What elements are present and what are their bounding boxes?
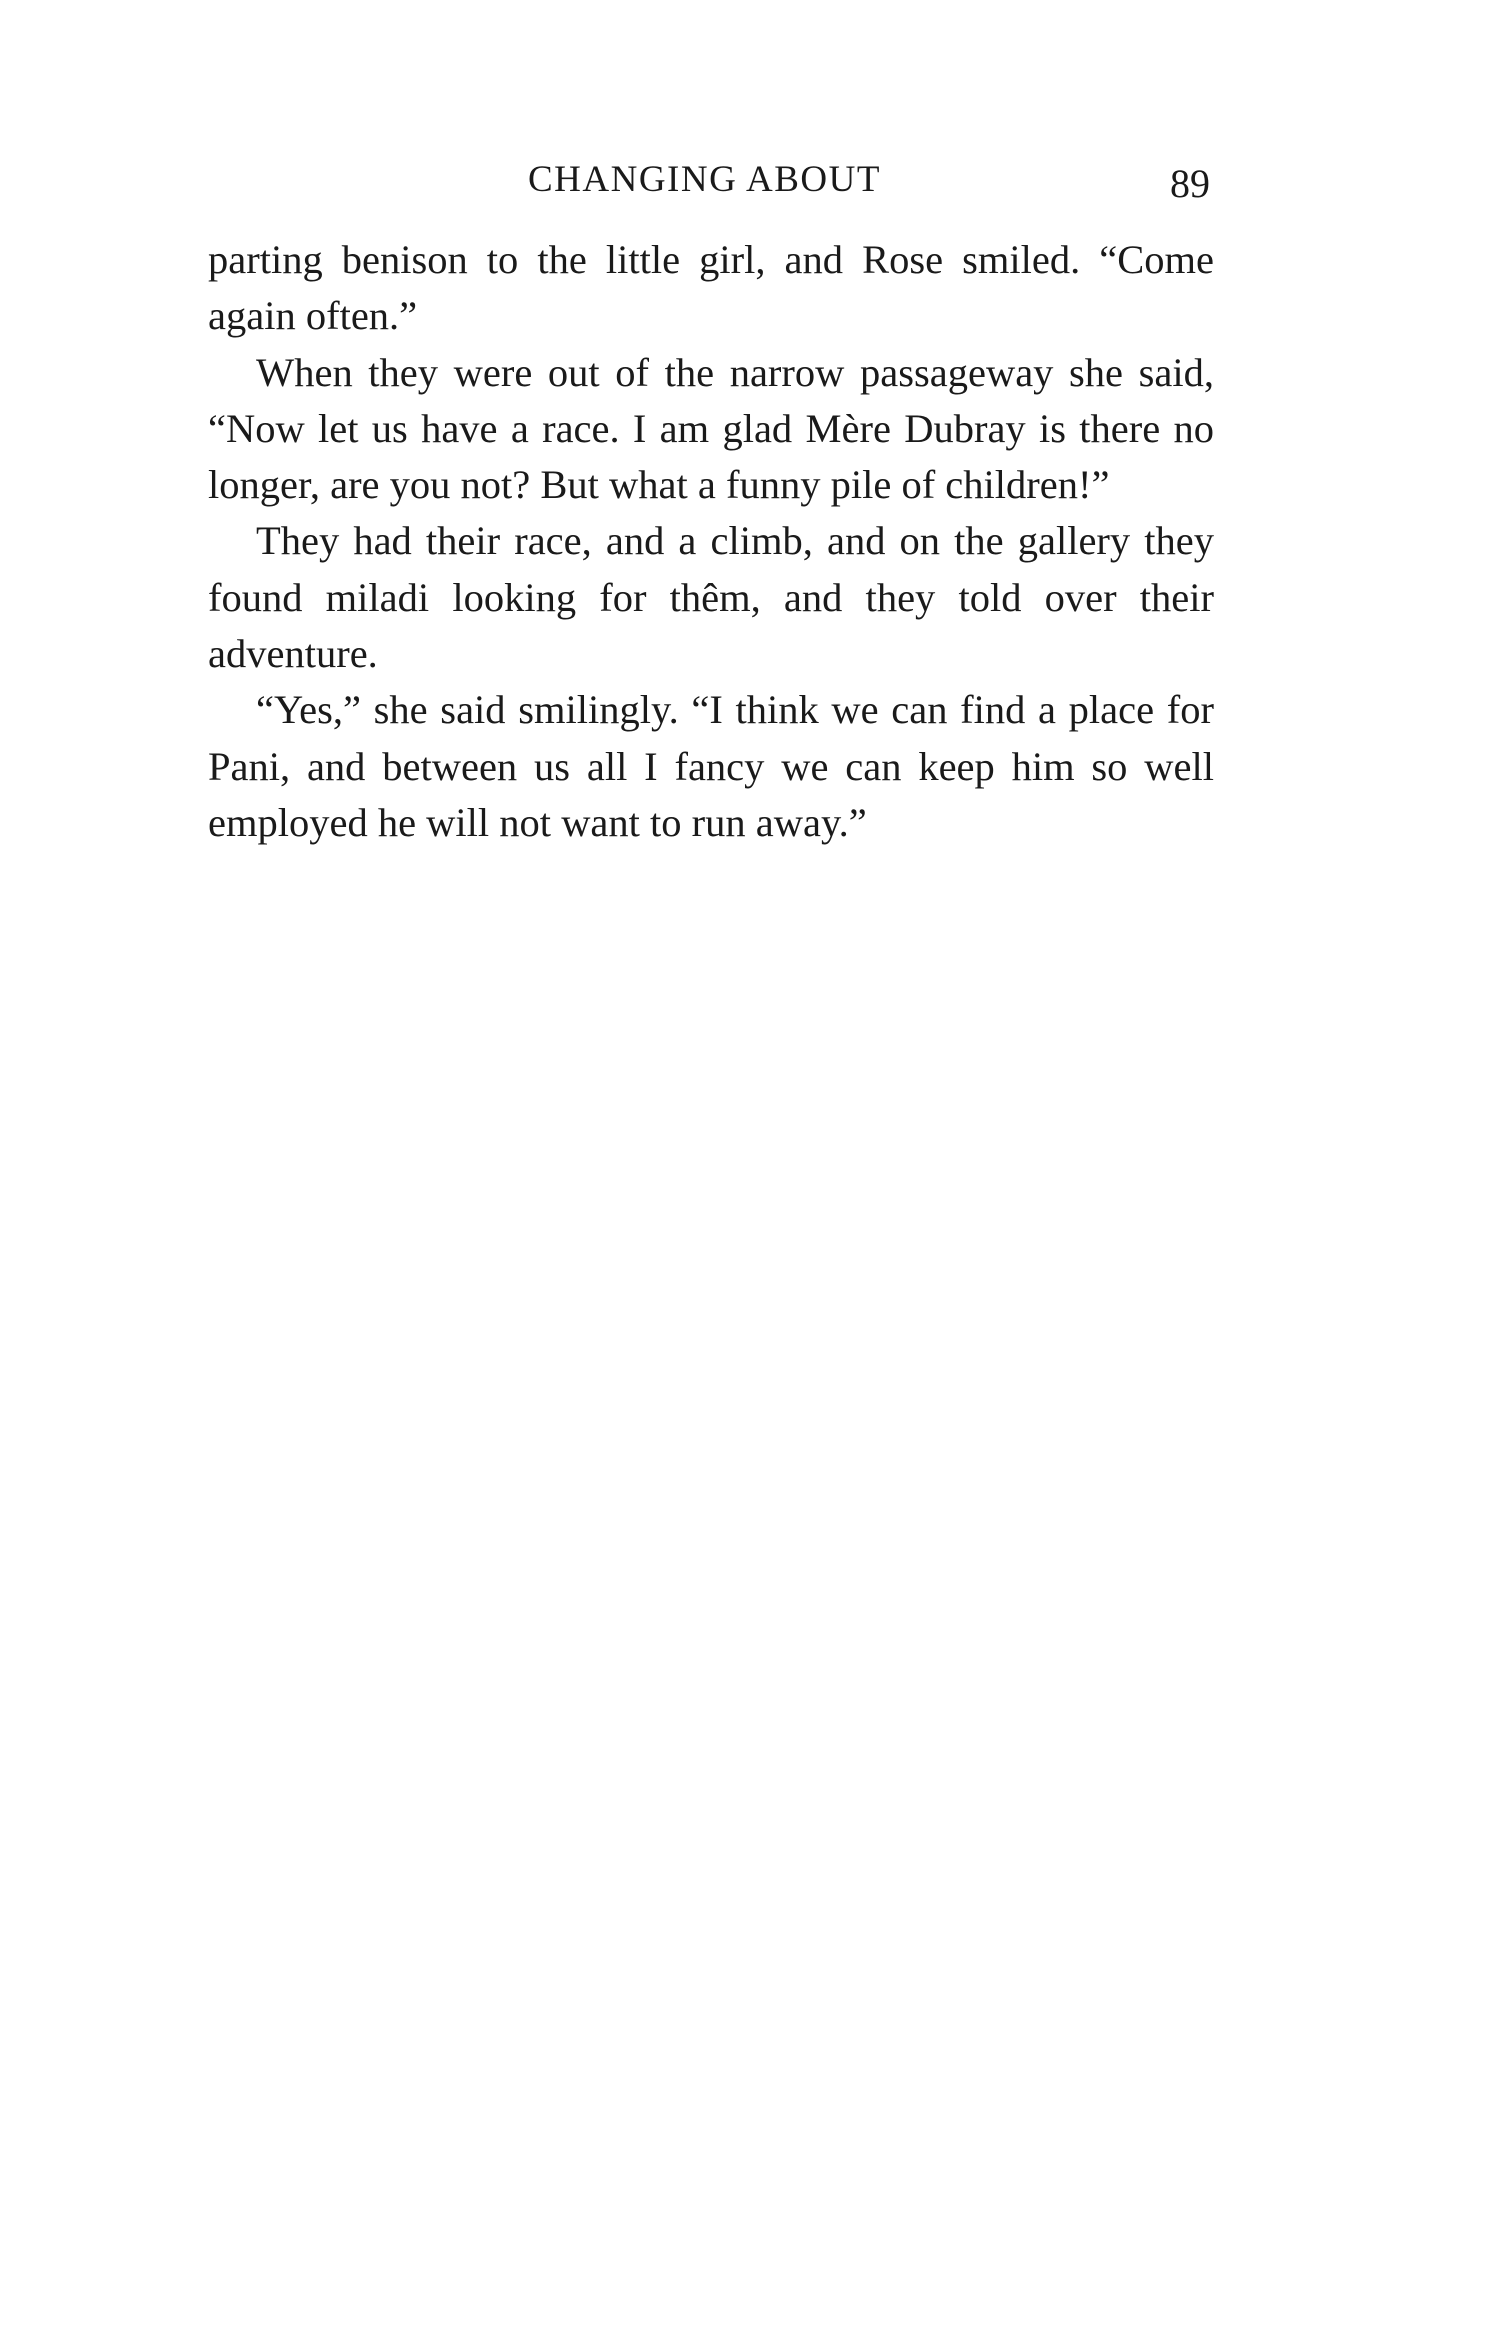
paragraph-4: “Yes,” she said smilingly. “I think we can find a place for Pani, and between us all I fancy we can keep him so well employed he will not want to run away.” (208, 687, 1214, 845)
running-title: CHANGING ABOUT (528, 159, 881, 200)
paragraph-2: When they were out of the narrow passageway she said, “Now let us have a race. I am glad Mère Dubray is there no longer, are you not? But what a funny pile of children!” (208, 349, 1214, 508)
paragraph-3: They had their race, and a climb, and on the gallery they found miladi looking for thêm, and they told over their adventure. (208, 518, 1214, 677)
page-number: 89 (1170, 161, 1210, 206)
running-head (0, 158, 1489, 218)
body-text (208, 232, 1214, 851)
paragraph-1: parting benison to the little girl, and Rose smiled. “Come again often.” (208, 237, 1214, 339)
